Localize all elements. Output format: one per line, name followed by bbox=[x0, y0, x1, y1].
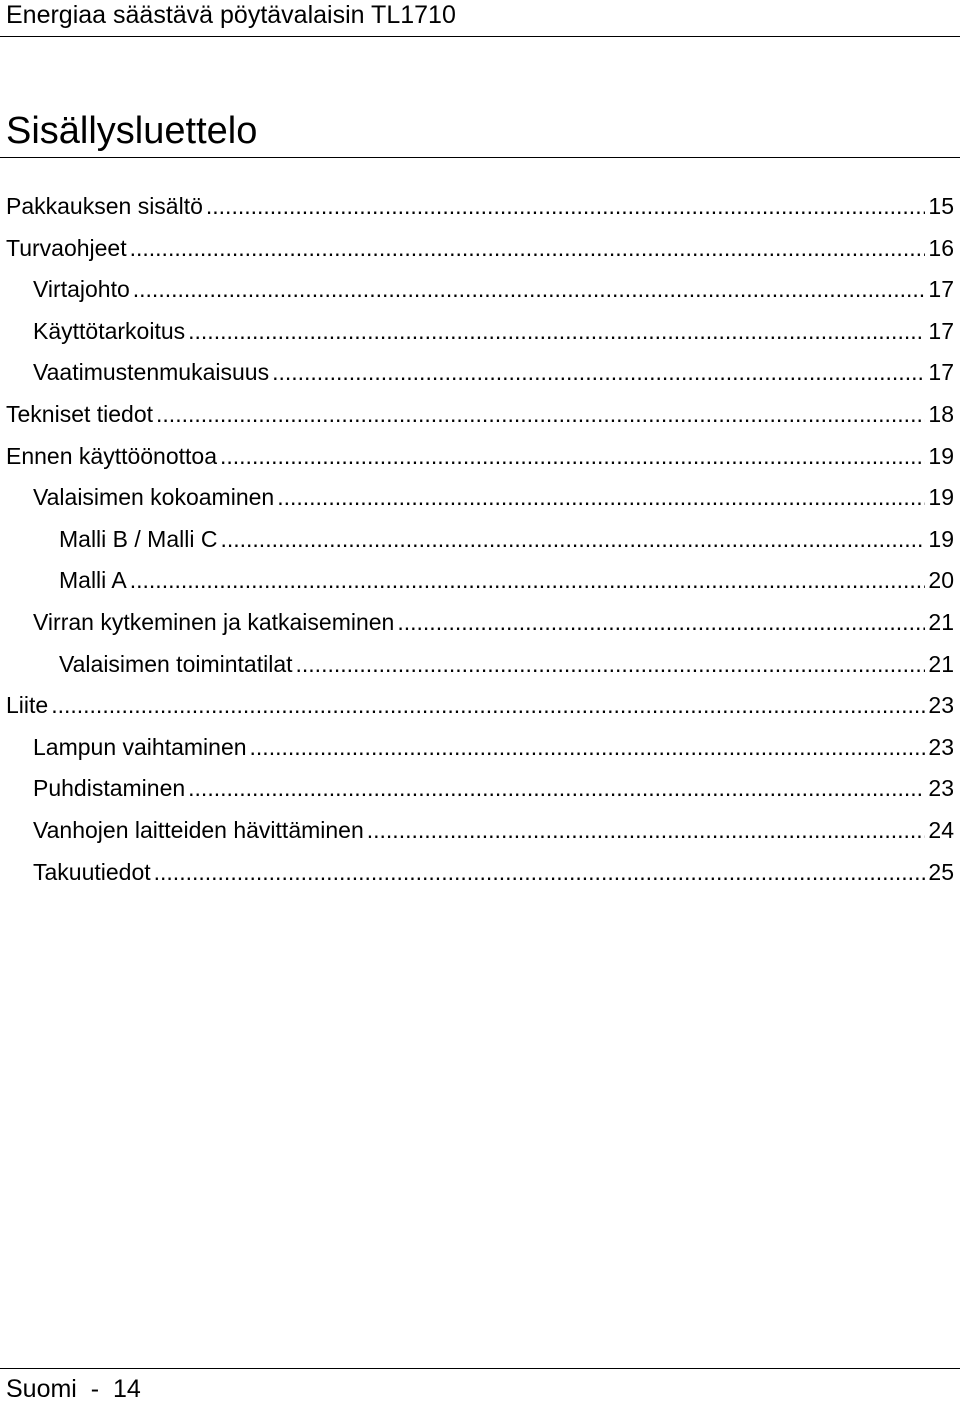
toc-entry[interactable] bbox=[0, 727, 960, 769]
toc-entry-page: 24 bbox=[928, 816, 954, 843]
dot-leader bbox=[156, 394, 925, 436]
toc-entry-page: 19 bbox=[928, 442, 954, 469]
title-divider bbox=[0, 157, 960, 158]
toc-entry-label: Valaisimen toimintatilat bbox=[59, 644, 294, 686]
dot-leader bbox=[51, 685, 925, 727]
toc-entry-page: 16 bbox=[928, 234, 954, 261]
toc-entry-label: Turvaohjeet bbox=[6, 228, 128, 270]
dot-leader bbox=[130, 228, 926, 270]
dot-leader bbox=[206, 186, 926, 228]
toc-entry-label: Liite bbox=[6, 685, 49, 727]
toc-entry-label: Malli A bbox=[59, 560, 128, 602]
toc-entry-label: Vaatimustenmukaisuus bbox=[33, 352, 270, 394]
toc-entry[interactable] bbox=[0, 519, 960, 561]
dot-leader bbox=[272, 352, 925, 394]
dot-leader bbox=[220, 436, 925, 478]
toc-heading: Sisällysluettelo bbox=[6, 110, 258, 152]
toc-entry[interactable] bbox=[0, 852, 960, 894]
toc-entry-label: Virran kytkeminen ja katkaiseminen bbox=[33, 602, 395, 644]
dot-leader bbox=[133, 269, 926, 311]
dot-leader bbox=[367, 810, 926, 852]
toc-entry-label: Malli B / Malli C bbox=[59, 519, 218, 561]
toc-entry-page: 21 bbox=[928, 650, 954, 677]
table-of-contents bbox=[0, 186, 960, 893]
toc-entry-page: 17 bbox=[928, 359, 954, 386]
dot-leader bbox=[220, 519, 925, 561]
toc-entry[interactable] bbox=[0, 311, 960, 353]
toc-entry[interactable] bbox=[0, 477, 960, 519]
toc-entry[interactable] bbox=[0, 644, 960, 686]
toc-entry-label: Takuutiedot bbox=[33, 852, 152, 894]
page-header bbox=[0, 0, 960, 37]
toc-entry-label: Ennen käyttöönottoa bbox=[6, 436, 218, 478]
toc-entry-page: 15 bbox=[928, 193, 954, 219]
dot-leader bbox=[250, 727, 926, 769]
document-title: Energiaa säästävä pöytävalaisin TL1710 bbox=[6, 1, 456, 29]
toc-entry-page: 19 bbox=[928, 484, 954, 511]
toc-entry-page: 19 bbox=[928, 525, 954, 552]
toc-entry-label: Käyttötarkoitus bbox=[33, 311, 186, 353]
dot-leader bbox=[154, 852, 926, 894]
toc-entry-label: Virtajohto bbox=[33, 269, 131, 311]
toc-entry-page: 23 bbox=[928, 775, 954, 802]
page-footer: Suomi - 14 bbox=[6, 1375, 141, 1403]
toc-entry-page: 18 bbox=[928, 400, 954, 427]
toc-entry-page: 23 bbox=[928, 733, 954, 760]
toc-entry[interactable] bbox=[0, 436, 960, 478]
toc-entry[interactable] bbox=[0, 602, 960, 644]
toc-entry[interactable] bbox=[0, 186, 960, 228]
toc-entry-label: Pakkauksen sisältö bbox=[6, 186, 204, 228]
toc-entry-page: 25 bbox=[928, 858, 954, 885]
toc-entry-label: Puhdistaminen bbox=[33, 768, 186, 810]
toc-entry[interactable] bbox=[0, 685, 960, 727]
toc-entry[interactable] bbox=[0, 269, 960, 311]
dot-leader bbox=[130, 560, 926, 602]
toc-entry-label: Valaisimen kokoaminen bbox=[33, 477, 275, 519]
dot-leader bbox=[397, 602, 925, 644]
toc-entry-label: Lampun vaihtaminen bbox=[33, 727, 248, 769]
toc-entry[interactable] bbox=[0, 352, 960, 394]
toc-entry-page: 23 bbox=[928, 692, 954, 719]
toc-entry-page: 17 bbox=[928, 317, 954, 344]
dot-leader bbox=[296, 644, 926, 686]
toc-entry[interactable] bbox=[0, 560, 960, 602]
dot-leader bbox=[277, 477, 925, 519]
toc-entry[interactable] bbox=[0, 768, 960, 810]
toc-entry-page: 21 bbox=[928, 608, 954, 635]
toc-entry[interactable] bbox=[0, 228, 960, 270]
toc-entry-label: Vanhojen laitteiden hävittäminen bbox=[33, 810, 365, 852]
toc-entry[interactable] bbox=[0, 810, 960, 852]
toc-entry-page: 17 bbox=[928, 276, 954, 303]
toc-entry-page: 20 bbox=[928, 567, 954, 594]
footer-divider bbox=[0, 1368, 960, 1369]
toc-entry-label: Tekniset tiedot bbox=[6, 394, 154, 436]
dot-leader bbox=[188, 311, 925, 353]
toc-entry[interactable] bbox=[0, 394, 960, 436]
dot-leader bbox=[188, 768, 925, 810]
